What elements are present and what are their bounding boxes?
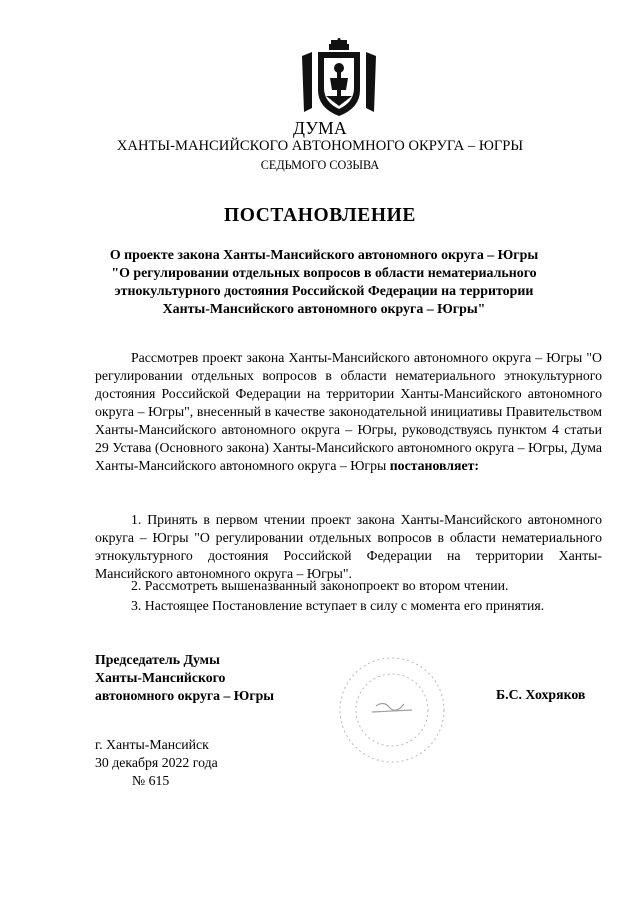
signatory-name: Б.С. Хохряков (496, 687, 586, 702)
resolves-word: постановляет: (389, 458, 480, 473)
resolution-item-1: 1. Принять в первом чтении проект закона Ханты-Мансийского автономного округа – Югры "О регулировании отдельных вопросов в области нематериального этнокультурного достояния Российской Федерации на территории Ханты-Мансийского автономного округа – Югры". (95, 512, 602, 581)
document-type-title: ПОСТАНОВЛЕНИЕ (223, 205, 417, 226)
issuer-convocation: СЕДЬМОГО СОЗЫВА (260, 158, 380, 172)
issue-date: 30 декабря 2022 года (95, 755, 218, 770)
subject-line: Ханты-Мансийского автономного округа – Югры" (162, 302, 486, 317)
subject-line: "О регулировании отдельных вопросов в области нематериального (111, 266, 537, 281)
resolution-item-2: 2. Рассмотреть вышеназванный законопроект во втором чтении. (131, 578, 509, 593)
position-line: автономного округа – Югры (95, 688, 275, 703)
position-line: Ханты-Мансийского (95, 670, 226, 685)
coat-of-arms-icon (296, 38, 382, 118)
document-number: № 615 (132, 773, 170, 788)
issue-place: г. Ханты-Мансийск (95, 737, 209, 752)
issuer-title: ДУМА (293, 118, 347, 138)
document-subject (104, 247, 544, 319)
issuer-region: ХАНТЫ-МАНСИЙСКОГО АВТОНОМНОГО ОКРУГА – ЮГРЫ (116, 138, 524, 154)
position-line: Председатель Думы (95, 652, 220, 667)
signatory-position (95, 651, 274, 705)
preamble-paragraph (95, 349, 602, 475)
seal-stamp-icon (332, 640, 452, 770)
preamble-text: Рассмотрев проект закона Ханты-Мансийского автономного округа – Югры "О регулировании отдельных вопросов в области нематериального этнокультурного достояния Российской Федерации на территории Ханты-Мансийского автономного округа – Югры", внесенный в качестве законодательной инициативы Правительством Ханты-Мансийского автономного округа – Югры, руководствуясь пунктом 4 статьи 29 Устава (Основного закона) Ханты-Мансийского автономного округа – Югры, Дума Ханты-Мансийского автономного округа – Югры (95, 350, 602, 473)
subject-line: этнокультурного достояния Российской Федерации на территории (114, 284, 534, 299)
subject-line: О проекте закона Ханты-Мансийского автономного округа – Югры (109, 248, 539, 263)
resolution-item-3: 3. Настоящее Постановление вступает в силу с момента его принятия. (131, 598, 545, 613)
